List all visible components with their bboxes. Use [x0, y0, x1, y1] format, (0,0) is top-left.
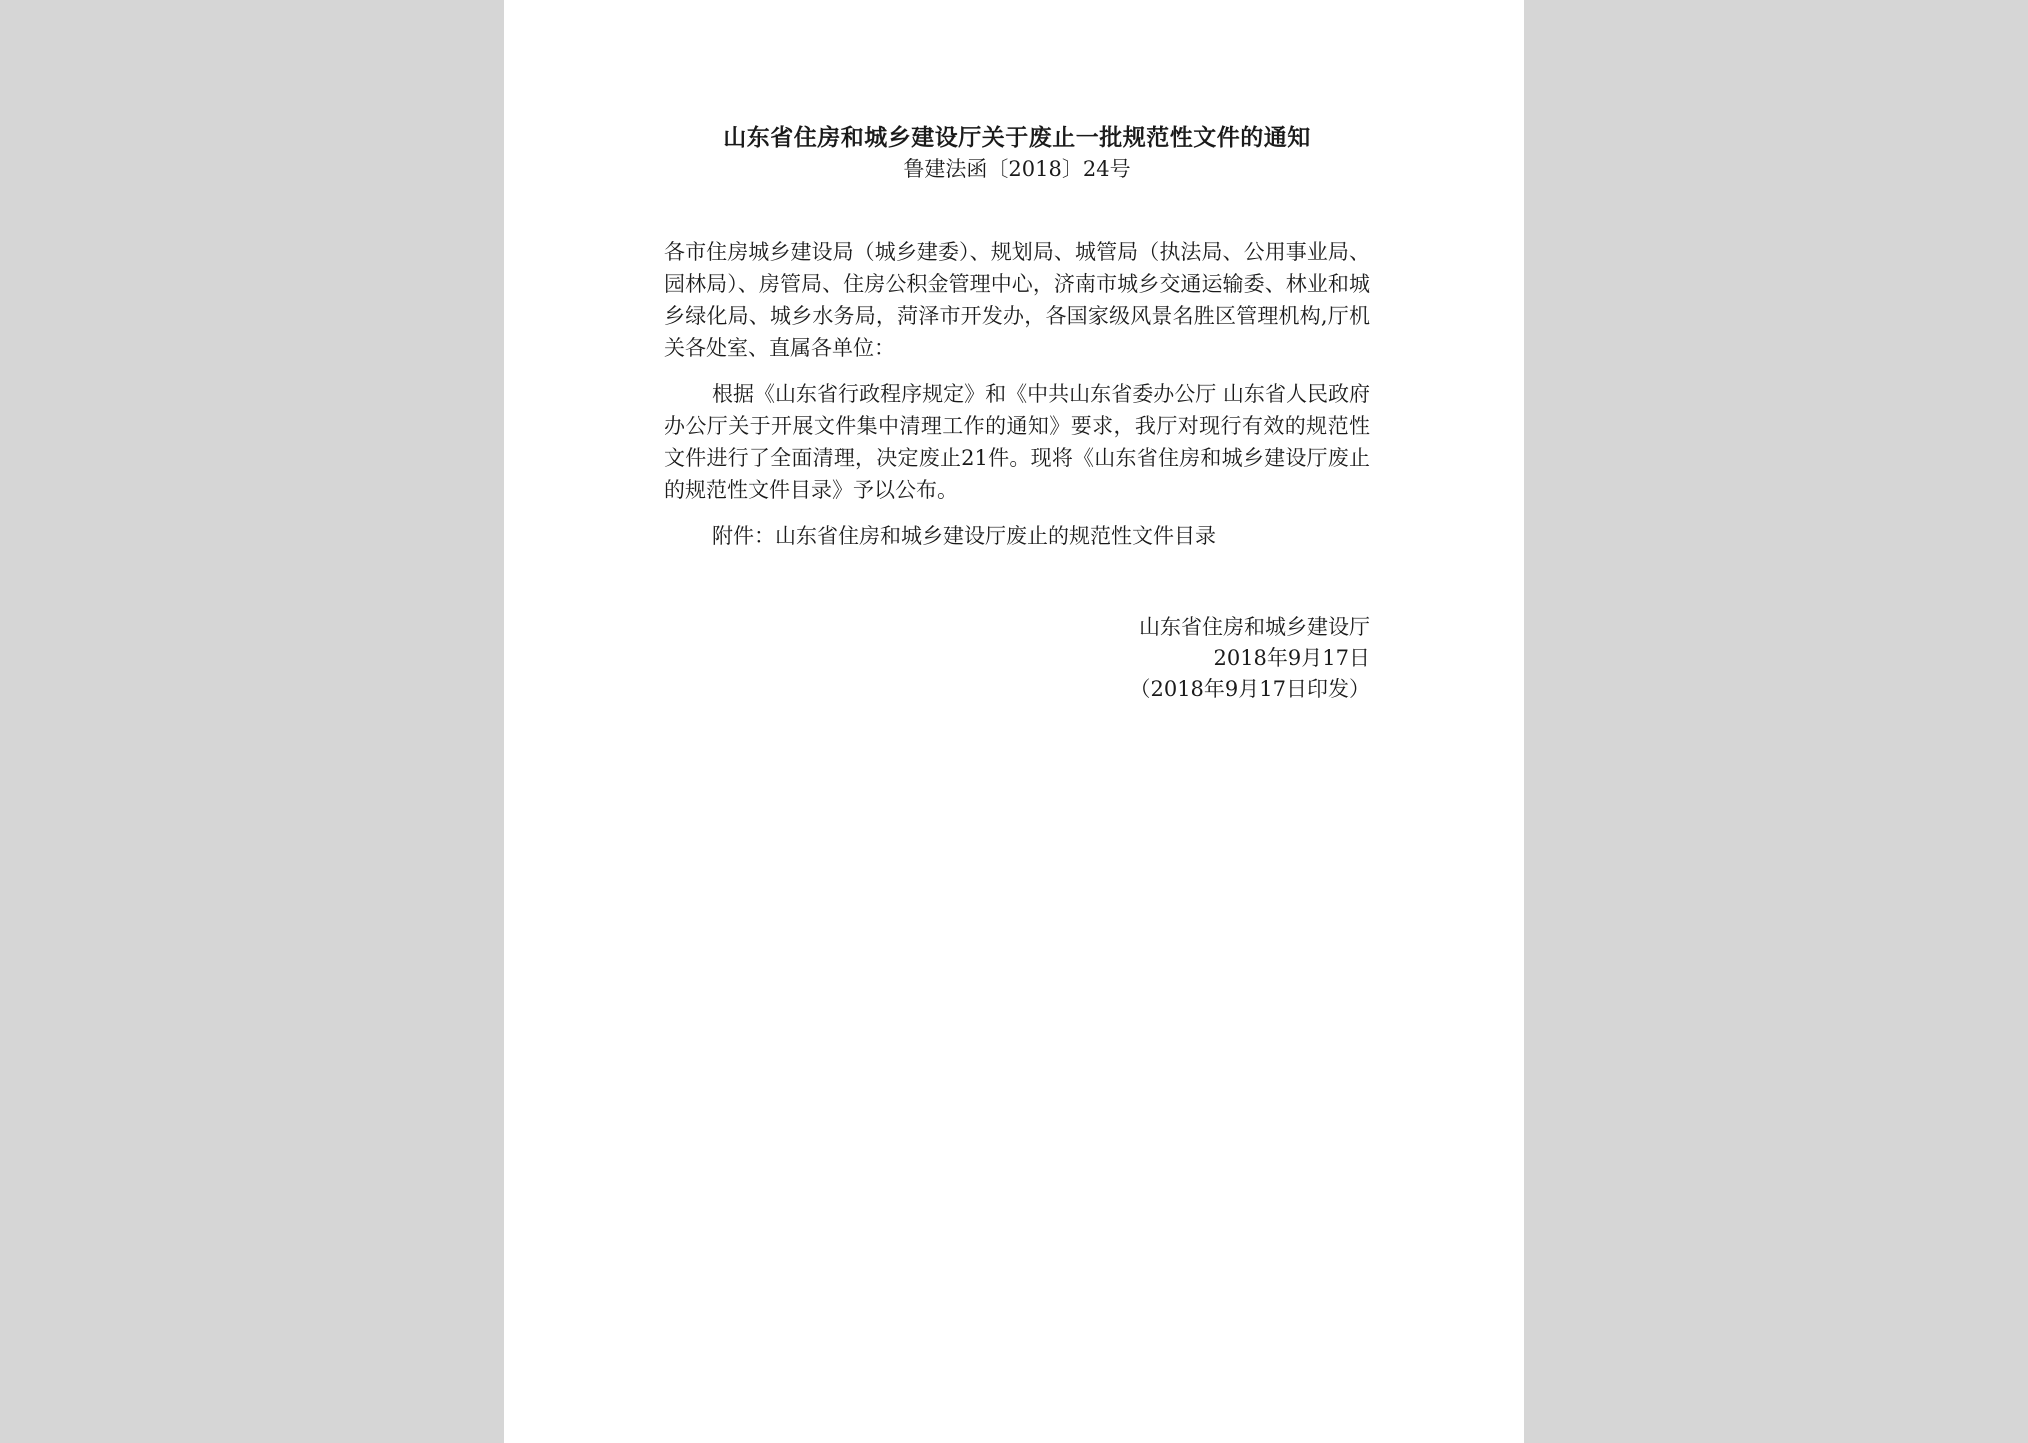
issue-date: 2018年9月17日 — [1213, 646, 1370, 670]
print-date: （2018年9月17日印发） — [1129, 677, 1370, 701]
salutation: 各市住房城乡建设局（城乡建委）、规划局、城管局（执法局、公用事业局、园林局）、房管局、住房公积金管理中心，济南市城乡交通运输委、林业和城乡绿化局、城乡水务局，菏泽市开发办，各国家级风景名胜区管理机构,厅机关各处室、直属各单位： — [664, 240, 1370, 360]
signature-block — [664, 612, 1370, 705]
document-page — [504, 0, 1524, 1443]
issuer-name: 山东省住房和城乡建设厅 — [1139, 615, 1370, 639]
attachment-line: 附件：山东省住房和城乡建设厅废止的规范性文件目录 — [712, 524, 1216, 548]
document-number: 鲁建法函〔2018〕24号 — [903, 157, 1131, 181]
page-content — [664, 122, 1370, 705]
document-title: 山东省住房和城乡建设厅关于废止一批规范性文件的通知 — [723, 124, 1311, 151]
body-paragraph: 根据《山东省行政程序规定》和《中共山东省委办公厅 山东省人民政府办公厅关于开展文件集中清理工作的通知》要求，我厅对现行有效的规范性文件进行了全面清理，决定废止21件。现将《山东省住房和城乡建设厅废止的规范性文件目录》予以公布。 — [664, 382, 1370, 502]
